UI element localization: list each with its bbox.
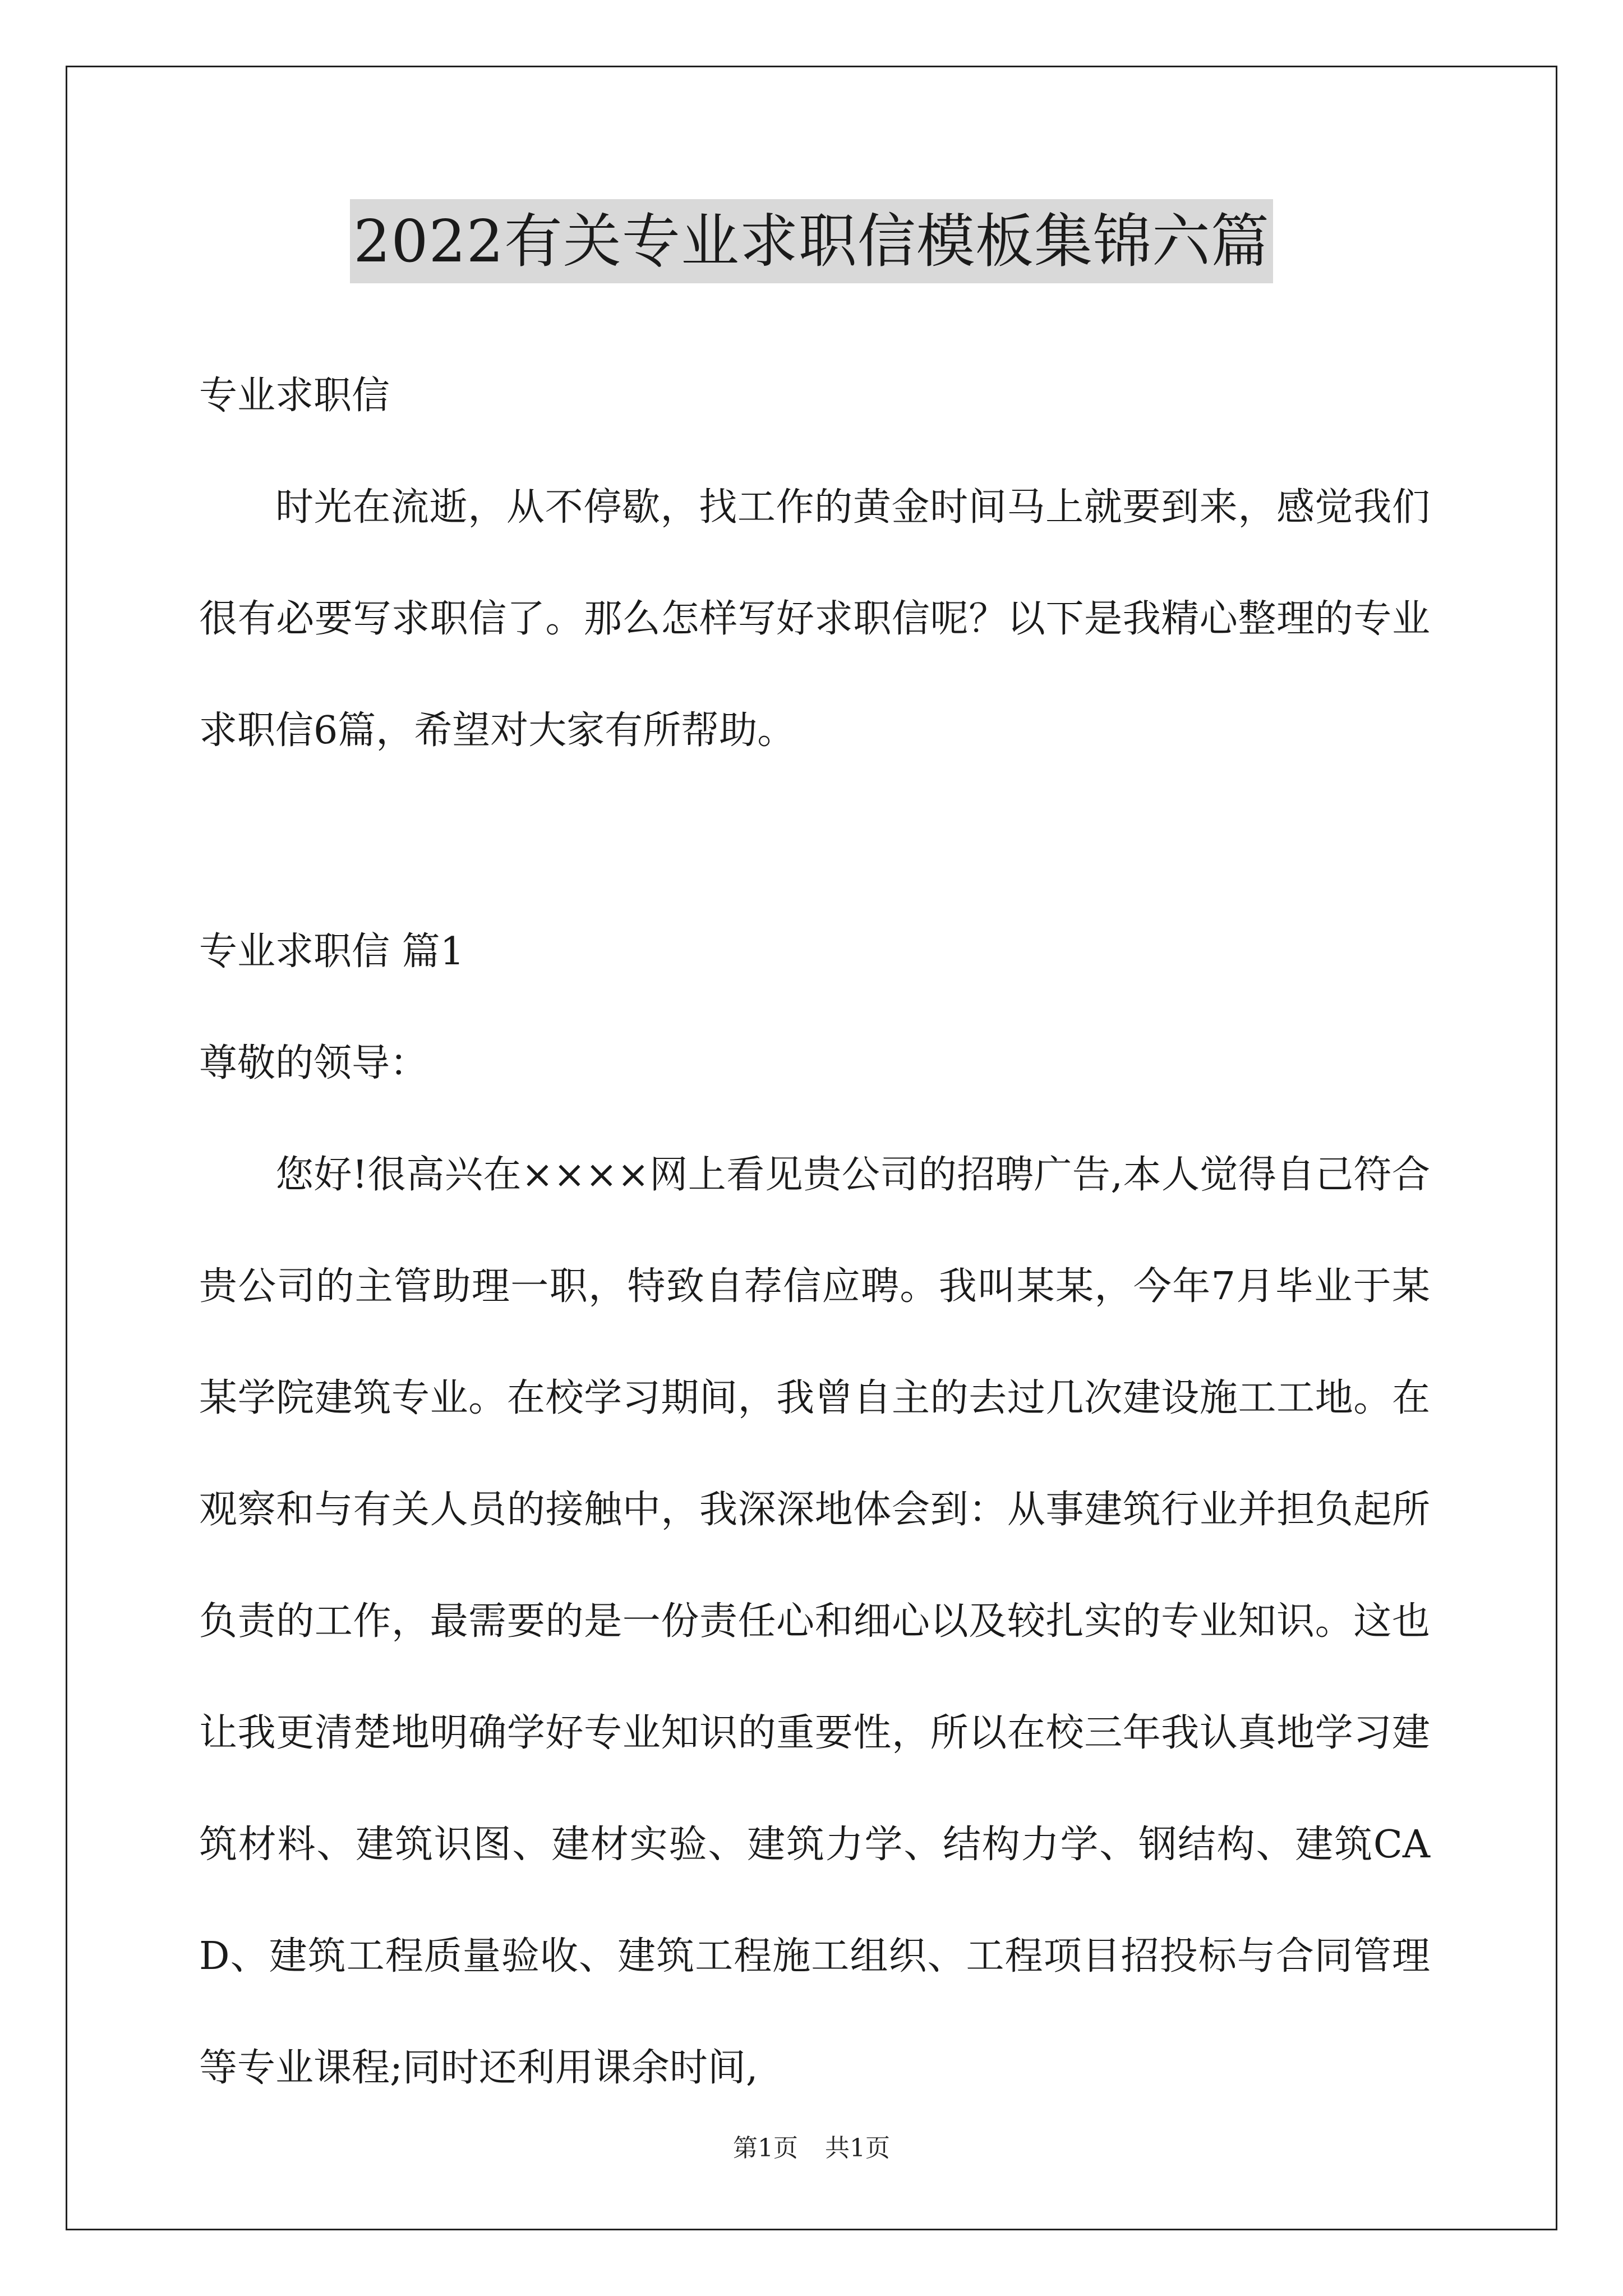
page-number-total: 共1页	[825, 2134, 890, 2162]
page-number-current: 第1页	[733, 2134, 798, 2162]
body-paragraph: 您好!很高兴在××××网上看见贵公司的招聘广告,本人觉得自己符合贵公司的主管助理一职，特致自荐信应聘。我叫某某，今年7月毕业于某某学院建筑专业。在校学习期间，我曾自主的去过几次建设施工工地。在观察和与有关人员的接触中，我深深地体会到：从事建筑行业并担负起所负责的工作，最需要的是一份责任心和细心以及较扎实的专业知识。这也让我更清楚地明确学好专业知识的重要性，所以在校三年我认真地学习建筑材料、建筑识图、建材实验、建筑力学、结构力学、钢结构、建筑CAD、建筑工程质量验收、建筑工程施工组织、工程项目招投标与合同管理等专业课程;同时还利用课余时间,	[199, 1153, 1430, 2090]
paragraph-gap	[199, 786, 1430, 896]
salutation: 尊敬的领导：	[199, 1041, 428, 1085]
title-container	[0, 199, 1623, 283]
section-heading: 专业求职信	[199, 374, 390, 418]
document-body	[199, 340, 1430, 2124]
document-title: 2022有关专业求职信模板集锦六篇	[350, 199, 1273, 283]
intro-paragraph: 时光在流逝，从不停歇，找工作的黄金时间马上就要到来，感觉我们很有必要写求职信了。那么怎样写好求职信呢？以下是我精心整理的专业求职信6篇，希望对大家有所帮助。	[199, 485, 1430, 753]
article-heading: 专业求职信 篇1	[199, 930, 464, 974]
page-footer	[0, 2132, 1623, 2165]
